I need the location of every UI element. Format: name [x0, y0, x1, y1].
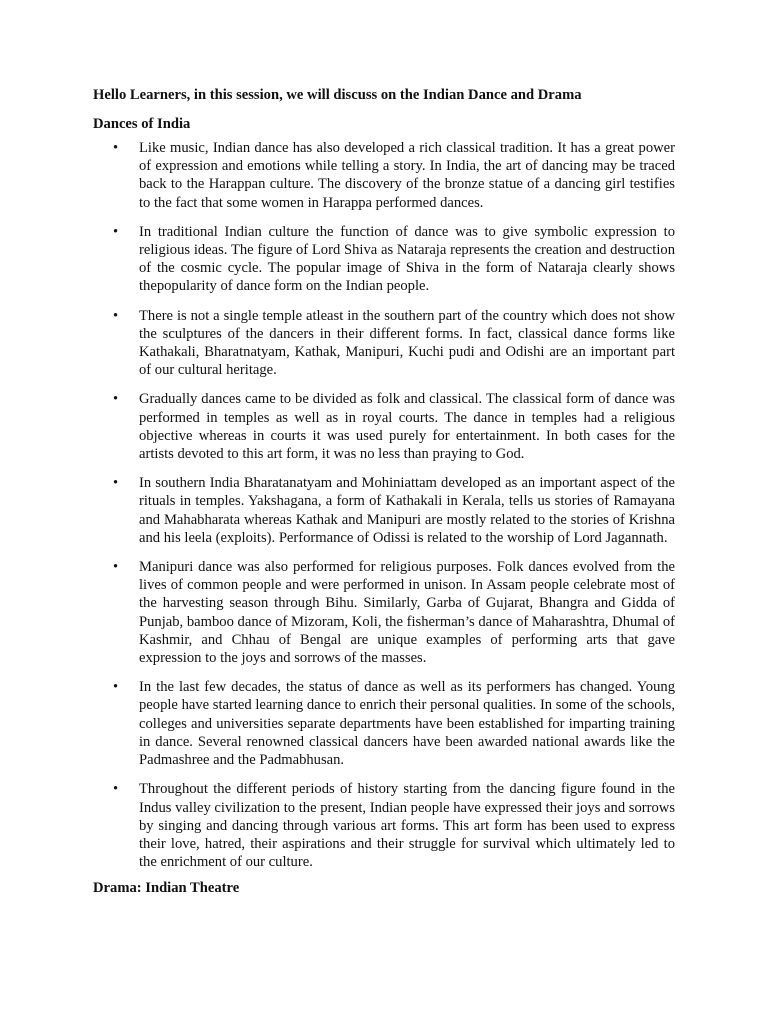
- bullet-icon: •: [113, 223, 119, 240]
- bullet-paragraph: Throughout the different periods of history starting from the dancing figure found in the Indus valley civilization to the present, Indian people have expressed their joys and sorrows by singing and dancing through various art forms. This art form has been used to express their love, hatred, their aspirations and their struggle for survival which ultimately led to the enrichment of our culture.: [139, 781, 675, 871]
- bullet-item: [93, 678, 675, 769]
- bullet-paragraph: There is not a single temple atleast in the southern part of the country which does not show the sculptures of the dancers in their different forms. In fact, classical dance forms like Kathakali, Bharatnatyam, Kathak, Manipuri, Kuchi pudi and Odishi are an important part of our cultural heritage.: [139, 307, 675, 379]
- bullet-item: [93, 780, 675, 871]
- bullet-icon: •: [113, 307, 119, 324]
- bullet-paragraph: Manipuri dance was also performed for religious purposes. Folk dances evolved from the lives of common people and were performed in unison. In Assam people celebrate most of the harvesting season through Bihu. Similarly, Garba of Gujarat, Bhangra and Gidda of Punjab, bamboo dance of Mizoram, Koli, the fisherman’s dance of Maharashtra, Dhumal of Kashmir, and Chhau of Bengal are unique examples of performing arts that gave expression to the joys and sorrows of the masses.: [139, 559, 675, 667]
- bullet-list: [93, 139, 675, 871]
- bullet-item: [93, 558, 675, 667]
- bullet-icon: •: [113, 475, 119, 492]
- bullet-paragraph: In traditional Indian culture the function of dance was to give symbolic expression to religious ideas. The figure of Lord Shiva as Nataraja represents the creation and destruction of the cosmic cycle. The popular image of Shiva in the form of Nataraja clearly shows thepopularity of dance form on the Indian people.: [139, 223, 675, 295]
- section-title-dances: Dances of India: [93, 116, 191, 132]
- bullet-paragraph: In the last few decades, the status of dance as well as its performers has changed. Young people have started learning dance to enrich their personal qualities. In some of the schools, colleges and universities separate departments have been established for imparting training in dance. Several renowned classical dancers have been awarded national awards like the Padmashree and the Padmabhusan.: [139, 679, 675, 769]
- bullet-item: [93, 223, 675, 296]
- bullet-icon: •: [113, 559, 119, 576]
- bullet-icon: •: [113, 140, 119, 156]
- document-page: [93, 86, 675, 898]
- section-title-drama: Drama: Indian Theatre: [93, 880, 240, 897]
- bullet-item: [93, 474, 675, 547]
- bullet-paragraph: In southern India Bharatanatyam and Mohiniattam developed as an important aspect of the rituals in temples. Yakshagana, a form of Kathakali in Kerala, tells us stories of Ramayana and Mahabharata whereas Kathak and Manipuri are mostly related to the stories of Krishna and his leela (exploits). Performance of Odissi is related to the worship of Lord Jagannath.: [139, 475, 675, 546]
- bullet-item: [93, 307, 675, 380]
- bullet-icon: •: [113, 391, 119, 408]
- bullet-item: [93, 390, 675, 463]
- bullet-paragraph: Gradually dances came to be divided as folk and classical. The classical form of dance was performed in temples as well as in royal courts. The dance in temples had a religious objective whereas in courts it was used purely for entertainment. In both cases for the artists devoted to this art form, it was no less than praying to God.: [139, 391, 675, 463]
- bullet-icon: •: [113, 679, 119, 696]
- bullet-paragraph: Like music, Indian dance has also developed a rich classical tradition. It has a great power of expression and emotions while telling a story. In India, the art of dancing may be traced back to the Harappan culture. The discovery of the bronze statue of a dancing girl testifies to the fact that some women in Harappa performed dances.: [139, 140, 675, 211]
- bullet-item: [93, 139, 675, 212]
- bullet-icon: •: [113, 781, 119, 798]
- intro-heading: Hello Learners, in this session, we will discuss on the Indian Dance and Drama: [93, 87, 582, 103]
